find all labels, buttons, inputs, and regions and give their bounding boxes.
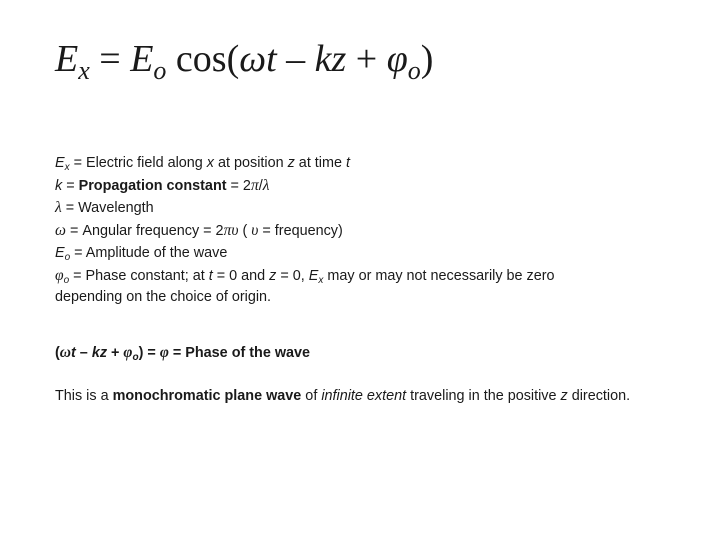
wave-equation-title <box>55 36 434 85</box>
phase-label: = Phase of the wave <box>168 345 311 361</box>
def-sub: x <box>64 162 70 173</box>
def-text: at time <box>294 155 346 171</box>
phase-text: ) = <box>138 345 160 361</box>
nu-symbol: υ <box>231 222 239 240</box>
phase-definition <box>55 342 310 364</box>
def-text: = Angular frequency = 2 <box>65 223 224 240</box>
eq-omega: ω <box>239 38 267 80</box>
omega-symbol: ω <box>59 344 72 361</box>
phi-symbol: φ <box>159 344 169 361</box>
definition-continuation: depending on the choice of origin. <box>55 289 272 306</box>
eq-amplitude-sub: o <box>153 56 167 85</box>
def-text: / <box>258 177 263 194</box>
desc-text: This is a <box>55 388 113 404</box>
def-bold-term: Propagation constant <box>78 177 227 194</box>
eq-kz: kz <box>314 38 347 80</box>
desc-text: of <box>301 388 322 404</box>
def-text: = 0, <box>276 267 309 284</box>
eq-phi: φ <box>386 38 408 80</box>
def-text: = Wavelength <box>61 200 154 217</box>
def-text: at position <box>214 155 288 171</box>
def-text: = frequency) <box>258 223 343 240</box>
omega-symbol: ω <box>55 222 66 240</box>
desc-bold-term: monochromatic plane wave <box>112 388 302 404</box>
lambda-symbol: λ <box>262 176 270 194</box>
def-var: z <box>269 267 277 284</box>
definition-k <box>55 175 675 198</box>
def-sym: E <box>55 155 65 171</box>
desc-var: z <box>560 388 568 404</box>
description-paragraph <box>55 385 665 407</box>
def-sub: o <box>63 274 70 286</box>
def-var: t <box>346 155 350 171</box>
phase-text: – <box>75 345 92 361</box>
phase-sub: o <box>132 352 139 363</box>
def-text: = Electric field along <box>69 155 207 171</box>
eq-lhs-sub: x <box>78 56 90 85</box>
lambda-symbol: λ <box>55 199 62 217</box>
phase-var: t <box>71 345 76 361</box>
def-text: ( <box>238 223 252 240</box>
definition-eo <box>55 243 675 265</box>
def-text: = Amplitude of the wave <box>70 244 228 261</box>
eq-equals: = <box>89 38 131 80</box>
eq-cos: cos( <box>166 38 240 80</box>
desc-italic-term: infinite extent <box>321 388 407 404</box>
def-var: t <box>208 267 213 284</box>
def-text: = 0 and <box>212 267 270 284</box>
eq-close: ) <box>420 38 434 80</box>
phase-text: + <box>107 345 124 361</box>
def-sub: o <box>64 251 71 263</box>
def-var: x <box>206 155 214 171</box>
nu-symbol: υ <box>251 222 259 240</box>
eq-plus: + <box>346 38 387 80</box>
phase-var: kz <box>91 345 108 361</box>
def-sym: E <box>55 244 65 261</box>
eq-t: t <box>266 38 277 80</box>
definition-ex <box>55 153 675 175</box>
def-text: = Phase constant; at <box>69 267 209 284</box>
phi-symbol: φ <box>55 266 64 284</box>
def-text: = <box>62 177 79 194</box>
eq-minus: – <box>276 38 315 80</box>
def-sym: k <box>55 177 63 194</box>
definitions-list <box>55 153 675 309</box>
def-sub: x <box>318 274 324 286</box>
eq-phi-sub: o <box>407 56 421 85</box>
def-var: z <box>287 155 295 171</box>
desc-text: traveling in the positive <box>406 388 561 404</box>
def-text: may or may not necessarily be zero <box>323 267 555 284</box>
definition-phio <box>55 265 675 288</box>
eq-amplitude: E <box>130 38 154 80</box>
phase-text: ( <box>55 345 60 361</box>
pi-symbol: π <box>250 176 259 194</box>
phi-symbol: φ <box>123 344 133 361</box>
desc-text: direction. <box>567 388 631 404</box>
pi-symbol: π <box>223 222 232 240</box>
def-var: E <box>308 267 319 284</box>
def-text: = 2 <box>226 177 251 194</box>
definition-lambda <box>55 197 675 220</box>
eq-lhs: E <box>55 38 79 80</box>
definition-omega <box>55 220 675 243</box>
